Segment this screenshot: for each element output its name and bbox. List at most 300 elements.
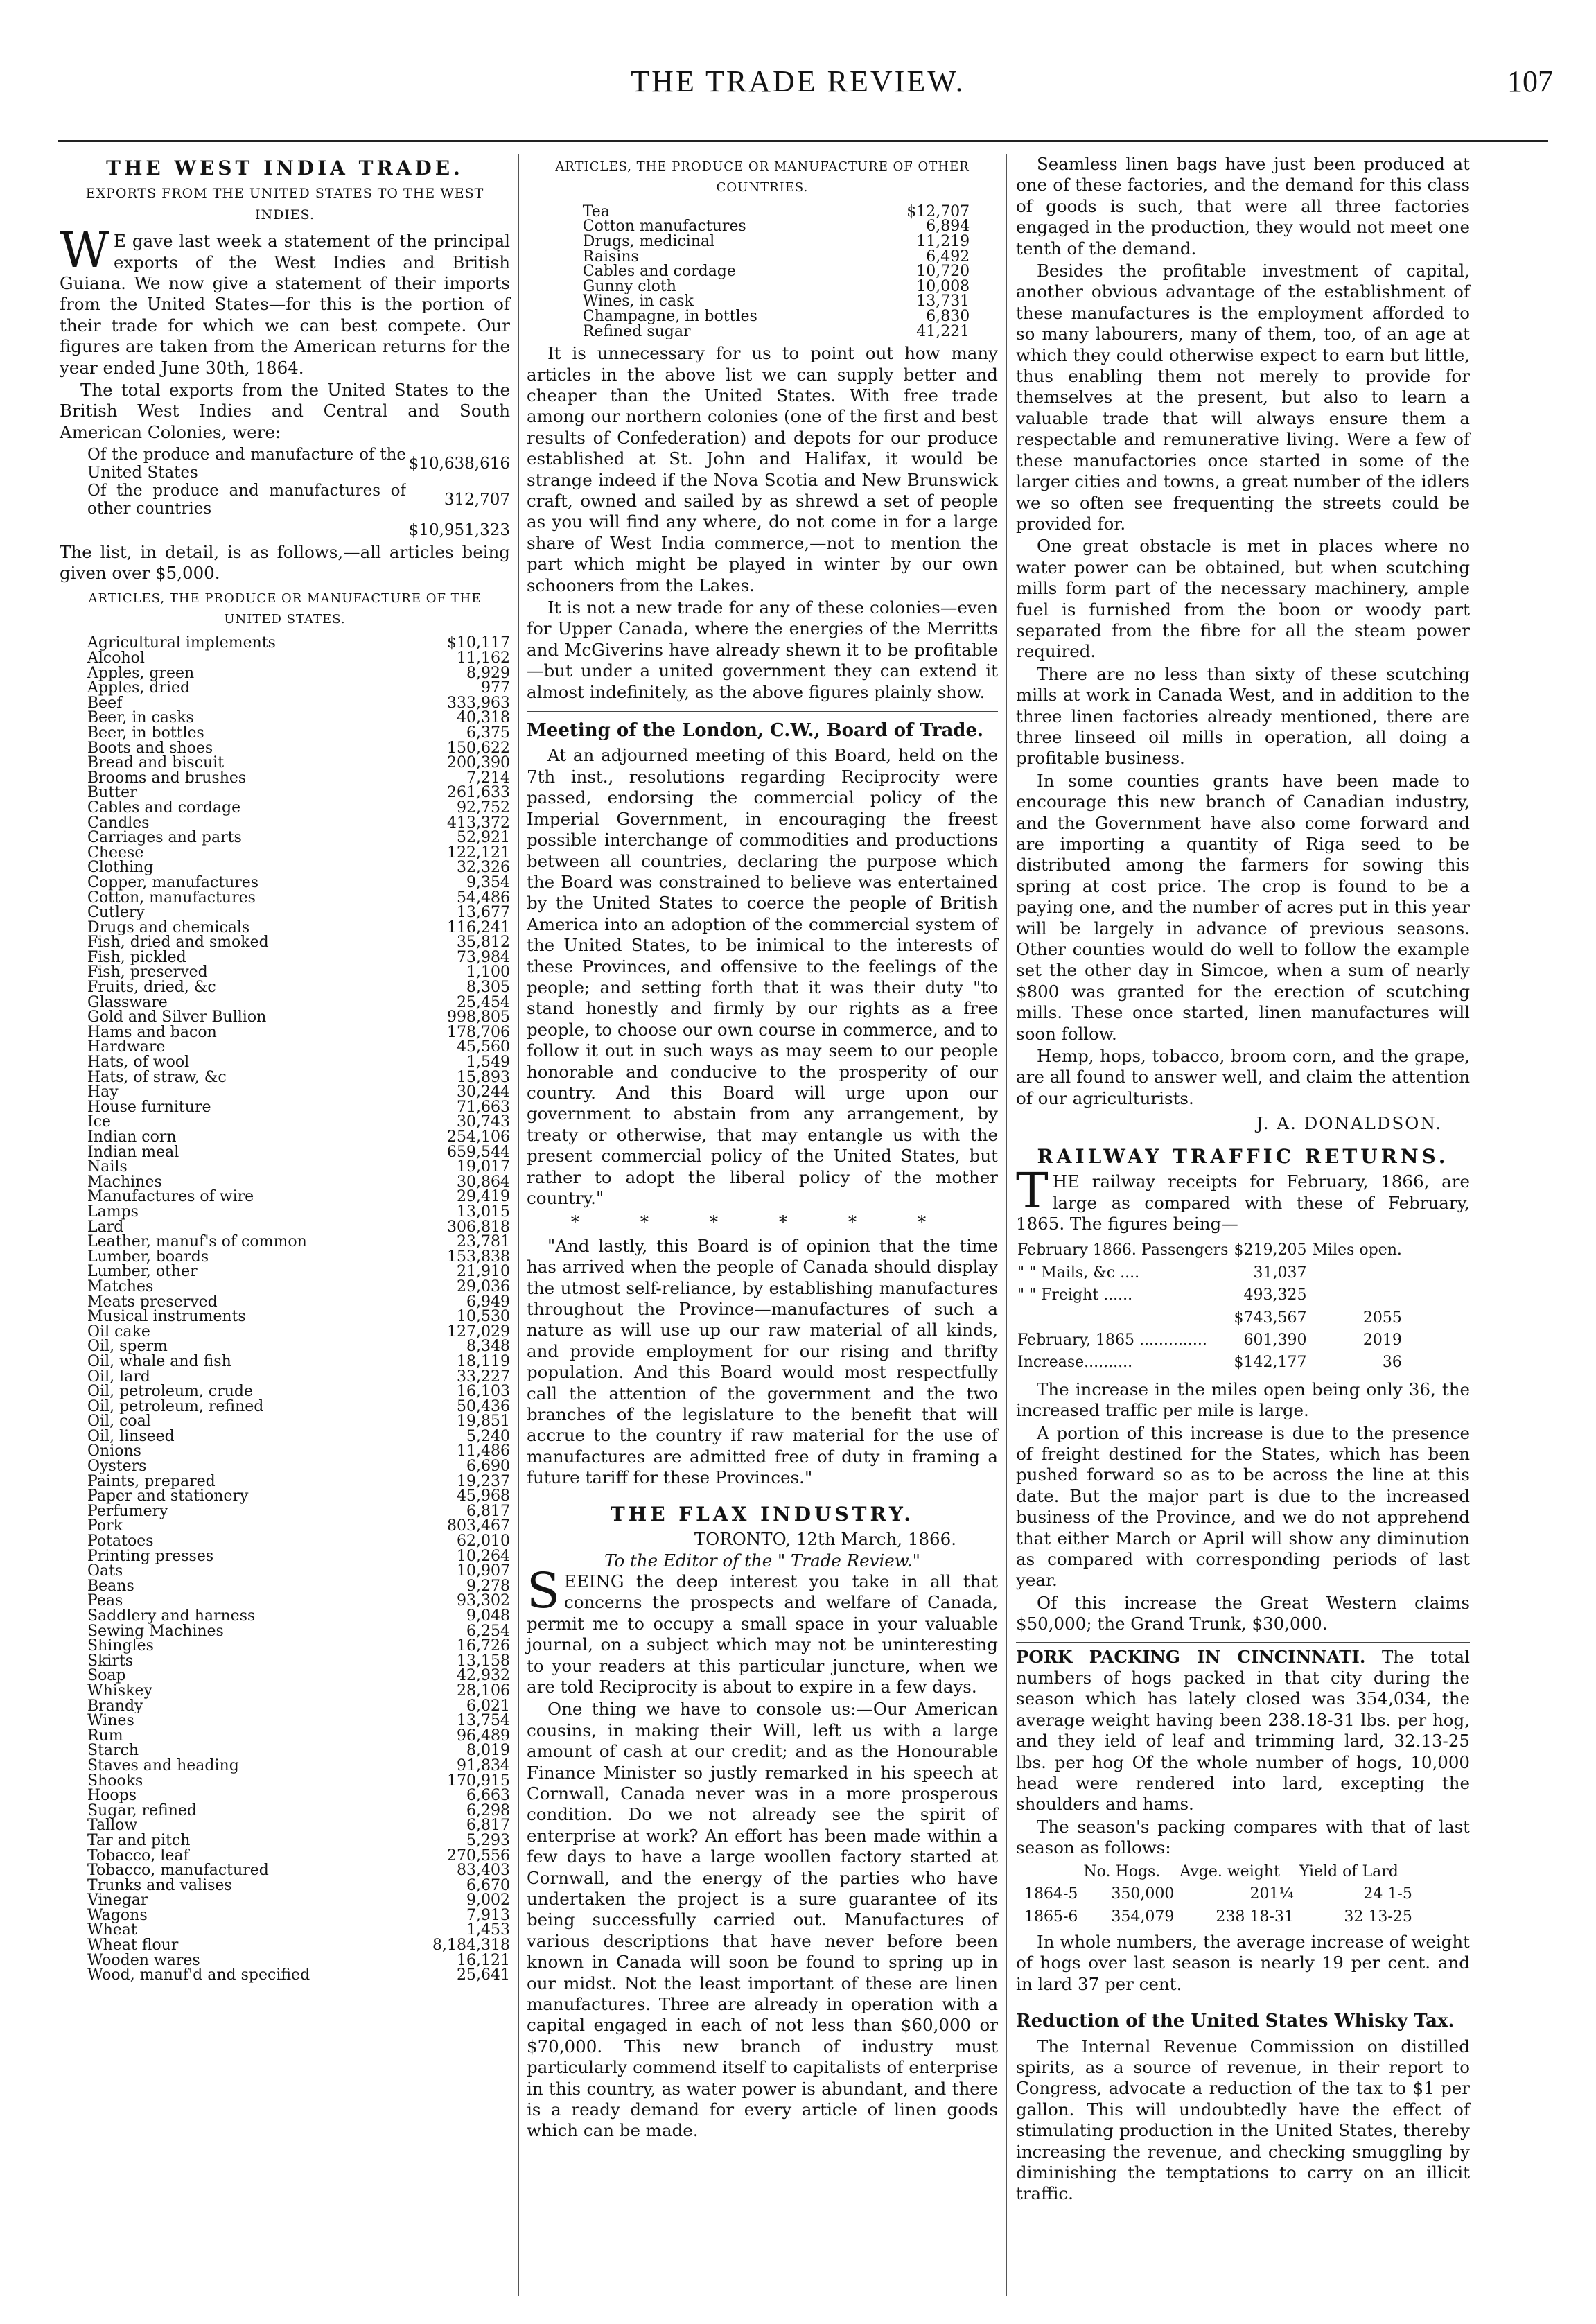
table-row [1017, 1285, 1406, 1306]
item-value: 6,817 [466, 1503, 510, 1519]
item-value: 9,354 [466, 875, 510, 891]
paragraph: The season's packing compares with that of last season as follows: [1016, 1816, 1470, 1858]
item-name: Oil, whale and fish [87, 1354, 231, 1370]
table-row [60, 891, 510, 906]
table-row [60, 1354, 510, 1370]
table-row [60, 1220, 510, 1235]
item-value: 28,106 [457, 1683, 510, 1699]
item-value: 5,293 [466, 1833, 510, 1849]
item-value: 1,100 [466, 965, 510, 981]
table-row [1017, 1352, 1406, 1373]
table-row [60, 1175, 510, 1190]
table-row [60, 860, 510, 875]
item-name: Paper and stationery [87, 1489, 249, 1504]
item-value: 11,162 [457, 651, 510, 666]
item-name: Rum [87, 1728, 123, 1744]
item-name: Copper, manufactures [87, 875, 259, 891]
item-name: Hams and bacon [87, 1024, 217, 1040]
table-cell: $219,205 [1234, 1241, 1307, 1259]
paragraph: The increase in the miles open being only 36, the increased traffic per mile is large. [1016, 1379, 1470, 1421]
item-name: Wooden wares [87, 1952, 200, 1968]
table-row [1017, 1330, 1406, 1351]
item-value: 19,851 [457, 1414, 510, 1429]
item-value: 15,893 [457, 1069, 510, 1085]
item-name: Tea [582, 204, 610, 220]
column-divider [518, 154, 519, 2296]
item-name: Lumber, boards [87, 1249, 209, 1265]
table-header: Yield of Lard [1299, 1862, 1398, 1880]
item-value: 25,641 [457, 1968, 510, 1983]
paragraph: There are no less than sixty of these scutching mills at work in Canada West, and in addition to the three linen factories already mentioned, there are three linseed oil mills in operation, all doing a profitable business. [1016, 663, 1470, 769]
table-row [60, 1325, 510, 1340]
item-name: Apples, green [87, 665, 195, 681]
table-row [60, 785, 510, 801]
table-row [60, 830, 510, 846]
item-name: Oil, sperm [87, 1339, 168, 1354]
table-cell: $743,567 [1234, 1309, 1307, 1327]
item-name: Cotton, manufactures [87, 890, 256, 906]
item-value: 30,244 [457, 1085, 510, 1100]
totals-value: $10,951,323 [406, 518, 510, 539]
table-row [555, 219, 970, 234]
item-name: Alcohol [87, 651, 145, 666]
item-value: 6,663 [466, 1788, 510, 1803]
table-row [60, 1624, 510, 1639]
item-value: 45,968 [457, 1489, 510, 1504]
divider [527, 711, 998, 712]
table-row [60, 1489, 510, 1504]
item-name: Beer, in bottles [87, 725, 204, 741]
item-name: Sugar, refined [87, 1803, 198, 1819]
item-name: Fish, pickled [87, 950, 186, 966]
item-name: Matches [87, 1279, 154, 1295]
item-name: Wines [87, 1713, 134, 1729]
article-title-railway: RAILWAY TRAFFIC RETURNS. [1037, 1144, 1449, 1168]
item-value: 52,921 [457, 830, 510, 846]
table-row [60, 1833, 510, 1849]
item-value: 93,302 [457, 1593, 510, 1609]
table-row [60, 651, 510, 666]
table-row [60, 1534, 510, 1549]
item-value: 13,158 [457, 1653, 510, 1669]
item-name: Apples, dried [87, 681, 191, 696]
table-header: Avge. weight [1180, 1862, 1280, 1880]
item-value: 35,812 [457, 935, 510, 950]
item-name: Nails [87, 1160, 128, 1175]
item-value: 977 [481, 681, 510, 696]
paragraph: The Internal Revenue Commission on distilled spirits, as a source of revenue, in their report to Congress, advocate a reduction of the tax to $1 per gallon. This will undoubtedly have the effect of stimulating production in the United States, thereby increasing the revenue, and checking smuggling by diminishing the temptations to carry on an illicit traffic. [1016, 2036, 1470, 2204]
table-row [60, 681, 510, 696]
item-value: 13,731 [916, 294, 970, 309]
item-name: Oil cake [87, 1324, 150, 1340]
article-title-whisky: Reduction of the United States Whisky Tax. [1016, 2011, 1455, 2032]
table-row [60, 1339, 510, 1354]
item-name: Clothing [87, 860, 154, 875]
item-value: 21,910 [457, 1264, 510, 1279]
item-value: 6,375 [466, 725, 510, 741]
item-name: Wheat flour [87, 1938, 179, 1953]
item-value: 127,029 [447, 1324, 510, 1340]
paragraph: "And lastly, this Board is of opinion that the time has arrived when the people of Canada should display the utmost self-reliance, by establishing manufactures throughout the Province—manufactures of such a nature as will use up our raw material of all kinds, and provide employment for our rising and thrifty population. And this Board would most respectfully call the attention of the government and the two branches of the legislature to the benefit that will accrue to the country if raw material for the use of manufactures are admitted free of duty in framing a future tariff for these Provinces." [527, 1235, 998, 1488]
table-row [1017, 1263, 1406, 1284]
table-row [60, 1025, 510, 1040]
table-row [60, 1189, 510, 1205]
table-row [60, 1818, 510, 1833]
item-name: Oil, linseed [87, 1429, 175, 1444]
table-row [555, 250, 970, 265]
item-name: Beans [87, 1578, 134, 1594]
table-row [60, 1100, 510, 1115]
totals-label: Of the produce and manufactures of other countries [87, 482, 406, 518]
item-value: 153,838 [447, 1249, 510, 1265]
item-name: Oysters [87, 1459, 147, 1474]
item-value: 10,907 [457, 1564, 510, 1579]
table-cell: February, 1865 .............. [1017, 1331, 1207, 1349]
paragraph: A portion of this increase is due to the presence of freight destined for the States, which has been pushed forward so as to be across the line at this date. But the major part is due to the increased business of the Province, and we do not apprehend that either March or April will show any diminution as compared with corresponding periods of last year. [1016, 1422, 1470, 1591]
table-row [60, 1923, 510, 1938]
table-cell: 2019 [1362, 1331, 1402, 1349]
paragraph: Seamless linen bags have just been produced at one of these factories, and the demand for this class of goods is such, that were all three factories engaged in the production, they would not meet one tenth of the demand. [1016, 154, 1470, 259]
item-value: 413,372 [447, 815, 510, 831]
item-value: 122,121 [447, 845, 510, 861]
table-row [60, 935, 510, 950]
table-row [60, 995, 510, 1011]
column-3 [1016, 154, 1470, 2206]
item-value: 10,008 [916, 279, 970, 295]
table-row [60, 1414, 510, 1429]
item-name: Hats, of straw, &c [87, 1069, 227, 1085]
item-value: 10,720 [916, 264, 970, 279]
item-value: 6,817 [466, 1818, 510, 1833]
item-value: 29,036 [457, 1279, 510, 1295]
table-row [60, 1384, 510, 1399]
article-subtitle: EXPORTS FROM THE UNITED STATES TO THE WEST INDIES. [85, 186, 484, 222]
item-value: $12,707 [906, 204, 970, 220]
paragraph: In some counties grants have been made to encourage this new branch of Canadian industry, and the Government have also come forward and are importing a quantity of Riga seed to be distributed among the farmers for sowing this spring at cost price. The crop is found to be a paying one, and the number of acres put in this year will be largely in advance of previous seasons. Other counties would do well to follow the example set the other day in Simcoe, when a sum of nearly $800 was granted for the erection of scutching mills. These once started, linen manufactures will soon follow. [1016, 770, 1470, 1044]
table-row [60, 636, 510, 651]
table-row [60, 816, 510, 831]
table-row [60, 1115, 510, 1130]
item-name: Soap [87, 1668, 126, 1684]
table-row [60, 965, 510, 980]
item-value: 9,048 [466, 1609, 510, 1624]
table-cell: 24 1-5 [1363, 1885, 1412, 1903]
dateline: TORONTO, 12th March, 1866. [694, 1529, 956, 1550]
item-value: 19,017 [457, 1160, 510, 1175]
table-row [60, 1070, 510, 1085]
table-row [60, 1758, 510, 1774]
item-name: Starch [87, 1743, 139, 1758]
table-row [60, 1250, 510, 1265]
table-row [60, 1549, 510, 1564]
item-value: 92,752 [457, 800, 510, 816]
table-row [60, 726, 510, 741]
table-header: No. Hogs. [1083, 1862, 1161, 1880]
item-value: 8,019 [466, 1743, 510, 1758]
table-row [60, 1040, 510, 1055]
table-cell [1312, 1263, 1405, 1284]
table-row [60, 1145, 510, 1160]
table-row [60, 1968, 510, 1983]
item-value: 11,219 [916, 234, 970, 250]
item-name: Peas [87, 1593, 123, 1609]
table-row [60, 1774, 510, 1789]
item-value: 8,184,318 [432, 1938, 510, 1953]
item-name: Refined sugar [582, 324, 691, 340]
item-value: 73,984 [457, 950, 510, 966]
item-value: 18,119 [457, 1354, 510, 1370]
item-name: Wheat [87, 1923, 137, 1939]
item-value: 116,241 [447, 920, 510, 936]
table-row [60, 666, 510, 681]
table-row [555, 264, 970, 279]
table-cell: 238 18-31 [1216, 1907, 1294, 1925]
column-divider [1006, 154, 1007, 2296]
totals-label [60, 518, 406, 539]
table-row [60, 1953, 510, 1968]
table-row [60, 1849, 510, 1864]
paragraph: The list, in detail, is as follows,—all articles being given over $5,000. [60, 541, 510, 584]
item-name: Raisins [582, 249, 639, 265]
table-row [60, 950, 510, 966]
table-row [60, 1564, 510, 1579]
item-value: 45,560 [457, 1040, 510, 1056]
table-row [60, 1010, 510, 1025]
article-title-flax: THE FLAX INDUSTRY. [610, 1502, 915, 1526]
item-value: 5,240 [466, 1429, 510, 1444]
item-name: Vinegar [87, 1893, 148, 1908]
item-name: Cables and cordage [87, 800, 241, 816]
table-row [60, 771, 510, 786]
paragraph: Besides the profitable investment of capital, another obvious advantage of the establishment of these manufactures is the employment afforded to so many labourers, many of them, too, of an age at which they could otherwise expect to earn but little, thus enabling them not merely to provide for themselves at the present, but also to learn a valuable trade that will always ensure them a respectable and remunerative living. Were a few of these manufactories once started in some of the larger cities and towns, a great number of the idlers we so often see frequenting the streets could be provided for. [1016, 261, 1470, 534]
item-name: Champagne, in bottles [582, 308, 757, 324]
table-title: ARTICLES, THE PRODUCE OR MANUFACTURE OF OTHER COUNTRIES. [555, 159, 970, 195]
table-cell: 601,390 [1243, 1331, 1307, 1349]
item-name: Ice [87, 1115, 112, 1130]
table-row [60, 1279, 510, 1295]
item-value: 42,932 [457, 1668, 510, 1684]
item-value: 6,690 [466, 1459, 510, 1474]
table-row [60, 1474, 510, 1489]
item-name: Cutlery [87, 905, 145, 920]
table-row [60, 1370, 510, 1385]
table-row [60, 1309, 510, 1325]
item-name: Drugs and chemicals [87, 920, 250, 936]
item-name: Onions [87, 1444, 141, 1460]
item-value: 7,214 [466, 770, 510, 786]
item-name: Saddlery and harness [87, 1609, 256, 1624]
item-name: Oil, lard [87, 1369, 150, 1385]
paragraph: At an adjourned meeting of this Board, held on the 7th inst., resolutions regarding Reciprocity were passed, endorsing the commercial policy of the Imperial Government, in encouraging the freest possible interchange of commodities and productions between all countries, declaring the purpose which the Board was constrained to believe was entertained by the United States to coerce the people of British America into an adoption of the commercial system of the United States, to be inimical to the interests of these Provinces, and offensive to the feelings of the people; and setting forth that it was their duty "to stand honestly and firmly by our rights as a free people, to choose our own course in commerce, and to follow it out in such ways as may seem to our people honorable and conducive to the prosperity of our country. And this Board will urge upon our government to abstain from any arrangement, by treaty or otherwise, that may entangle us with the present commercial policy of the United States, but rather to adopt the liberal policy of the mother country." [527, 745, 998, 1208]
stars-separator: * * * * * * [570, 1212, 954, 1232]
item-name: Shingles [87, 1639, 154, 1654]
divider [1016, 1642, 1470, 1643]
item-name: Staves and heading [87, 1758, 239, 1774]
item-value: 19,237 [457, 1474, 510, 1489]
item-name: Brooms and brushes [87, 770, 247, 786]
item-name: Gunny cloth [582, 279, 676, 295]
table-header-row [1024, 1862, 1417, 1882]
item-name: Hoops [87, 1788, 137, 1803]
table-cell [1312, 1285, 1405, 1306]
table-row [60, 710, 510, 726]
table-header [1024, 1862, 1082, 1882]
item-value: 6,830 [926, 308, 970, 324]
paragraph: It is unnecessary for us to point out how many articles in the above list we can supply better and cheaper than the United States. With free trade among our northern colonies (one of the first and best results of Confederation) and depots for our produce established at St. John and Halifax, it would be strange indeed if the Nova Scotia and New Brunswick craft, owned and sailed by as shrewd a set of people as you will find any where, do not come in for a large share of West India commerce,—not to mention the part which might be played in winter by our own schooners from the Lakes. [527, 343, 998, 595]
item-name: Butter [87, 785, 137, 801]
item-name: Perfumery [87, 1503, 168, 1519]
item-value: 83,403 [457, 1863, 510, 1878]
item-value: 23,781 [457, 1234, 510, 1250]
table-row [60, 1908, 510, 1923]
signature: J. A. DONALDSON. [1256, 1113, 1442, 1134]
item-value: 8,348 [466, 1339, 510, 1354]
table-row [1024, 1884, 1417, 1905]
item-name: Boots and shoes [87, 740, 213, 756]
other-exports-table [555, 204, 970, 339]
item-value: 29,419 [457, 1189, 510, 1205]
item-value: 71,663 [457, 1099, 510, 1115]
page-header [0, 0, 1596, 104]
table-cell: $142,177 [1234, 1354, 1307, 1372]
item-value: 7,913 [466, 1907, 510, 1923]
item-value: 6,894 [926, 219, 970, 234]
item-name: Agricultural implements [87, 636, 276, 651]
table-row [60, 1264, 510, 1279]
item-name: Wines, in cask [582, 294, 694, 309]
item-value: 11,486 [457, 1444, 510, 1460]
item-name: Trunks and valises [87, 1878, 232, 1894]
table-row [60, 482, 510, 518]
table-row [60, 1654, 510, 1669]
item-value: 1,549 [466, 1055, 510, 1070]
railway-table [1016, 1239, 1408, 1374]
item-value: 16,103 [457, 1384, 510, 1399]
table-row [60, 980, 510, 995]
table-row [60, 1504, 510, 1519]
table-row [60, 1788, 510, 1803]
table-row [60, 755, 510, 771]
item-value: 6,021 [466, 1698, 510, 1714]
table-row [555, 234, 970, 250]
totals-table [60, 446, 510, 539]
paragraph: It is not a new trade for any of these colonies—even for Upper Canada, where the energies of the Merritts and McGiverins have already shewn it to be profitable—but under a united government they can extend it almost indefinitely, as the above figures plainly show. [527, 597, 998, 702]
item-name: Tobacco, manufactured [87, 1863, 269, 1878]
item-name: Brandy [87, 1698, 143, 1714]
item-name: Cotton manufactures [582, 219, 746, 234]
table-row [60, 1803, 510, 1819]
table-row [60, 518, 510, 539]
item-value: 91,834 [457, 1758, 510, 1774]
table-title: ARTICLES, THE PRODUCE OR MANUFACTURE OF THE UNITED STATES. [88, 591, 482, 627]
table-row [1017, 1240, 1406, 1261]
table-row [60, 1519, 510, 1534]
table-row [60, 1160, 510, 1175]
item-value: 998,805 [447, 1010, 510, 1025]
page-number: 107 [1507, 64, 1553, 98]
table-row [60, 1593, 510, 1609]
paragraph: The total numbers of hogs packed in that city during the season which has lately closed was 354,034, the average weight having been 238.18-31 lbs. per hog, and they ield of leaf and trimming lard, 32.13-25 lbs. per hog Of the whole number of hogs, 10,000 head were rendered into lard, excepting the shoulders and hams. [1016, 1646, 1470, 1815]
item-value: 254,106 [447, 1130, 510, 1145]
item-name: Fish, dried and smoked [87, 935, 269, 950]
item-name: Shooks [87, 1773, 143, 1789]
totals-value: 312,707 [444, 491, 510, 509]
item-name: Fruits, dried, &c [87, 980, 216, 995]
item-value: 54,486 [457, 890, 510, 906]
item-name: Skirts [87, 1653, 134, 1669]
item-name: Hay [87, 1085, 119, 1100]
item-value: 16,121 [457, 1952, 510, 1968]
table-row [555, 309, 970, 324]
item-name: Beef [87, 695, 123, 711]
table-row [60, 1234, 510, 1250]
table-row [60, 1205, 510, 1220]
item-name: Tobacco, leaf [87, 1848, 189, 1864]
paragraph: One thing we have to console us:—Our American cousins, in making their Will, left us with a large amount of cash at our credit; and as the Honourable Finance Minister so justly remarked in his speech at Cornwall, Canada never was in a more prosperous condition. Do we not already see the spirit of enterprise at work? An effort has been made within a few days to have a large woollen factory started at Cornwall, and the energy of the parties who have undertaken the project is a sure guarantee of its being successfully carried out. Manufactures of various descriptions that have never before been known in Canada will soon be found to spring up in our midst. Not the least important of these are linen manufactures. Three are already in operation with a capital engaged in each of not less than $60,000 or $70,000. This new branch of industry must particularly commend itself to capitalists of enterprise in this country, as water power is abundant, and there is a ready demand for every article of linen goods which can be made. [527, 1699, 998, 2141]
item-value: 13,754 [457, 1713, 510, 1729]
paragraph: In whole numbers, the average increase of weight of hogs over last season is nearly 19 per cent. and in lard 37 per cent. [1016, 1931, 1470, 1994]
item-name: Drugs, medicinal [582, 234, 715, 250]
item-name: Printing presses [87, 1548, 214, 1564]
article-title-pork: PORK PACKING IN CINCINNATI. [1016, 1646, 1366, 1667]
item-name: Potatoes [87, 1534, 154, 1549]
article-title-west-india: THE WEST INDIA TRADE. [106, 157, 464, 180]
table-cell: February 1866. Passengers [1017, 1241, 1229, 1259]
item-value: 50,436 [457, 1399, 510, 1415]
item-name: Paints, prepared [87, 1474, 216, 1489]
table-row [60, 1429, 510, 1444]
pork-table [1023, 1860, 1418, 1929]
journal-title: THE TRADE REVIEW. [631, 64, 965, 98]
paragraph: THE railway receipts for February, 1866, are large as compared with these of February, 1865. The figures being— [1016, 1162, 1470, 1234]
totals-label: Of the produce and manufacture of the United States [87, 446, 406, 482]
table-row [555, 279, 970, 295]
table-row [60, 1668, 510, 1684]
table-cell: 493,325 [1243, 1286, 1307, 1304]
item-name: Lamps [87, 1204, 139, 1220]
item-name: Fish, preserved [87, 965, 208, 981]
item-value: 10,530 [457, 1309, 510, 1325]
item-value: 9,002 [466, 1893, 510, 1908]
item-name: Lard [87, 1219, 124, 1235]
item-name: Musical instruments [87, 1309, 246, 1325]
table-cell: " " Freight ...... [1017, 1286, 1133, 1304]
item-name: Leather, manuf's of common [87, 1234, 307, 1250]
item-value: 10,264 [457, 1548, 510, 1564]
table-row [60, 1609, 510, 1624]
item-value: 270,556 [447, 1848, 510, 1864]
item-value: 261,633 [447, 785, 510, 801]
item-value: 30,864 [457, 1174, 510, 1190]
paragraph: Of this increase the Great Western claims $50,000; the Grand Trunk, $30,000. [1016, 1592, 1470, 1634]
table-cell: 1864-5 [1024, 1885, 1078, 1903]
table-row [1017, 1308, 1406, 1329]
item-value: 6,298 [466, 1803, 510, 1819]
table-row [60, 1459, 510, 1474]
table-row [1024, 1907, 1417, 1928]
table-cell: 354,079 [1111, 1907, 1175, 1925]
item-value: 6,254 [466, 1623, 510, 1639]
item-value: 32,326 [457, 860, 510, 875]
table-row [60, 741, 510, 756]
item-name: Cheese [87, 845, 144, 861]
table-row [60, 1713, 510, 1729]
table-row [60, 1639, 510, 1654]
table-cell: 1865-6 [1024, 1907, 1078, 1925]
table-cell [1017, 1308, 1233, 1329]
table-row [60, 846, 510, 861]
table-row [60, 875, 510, 891]
